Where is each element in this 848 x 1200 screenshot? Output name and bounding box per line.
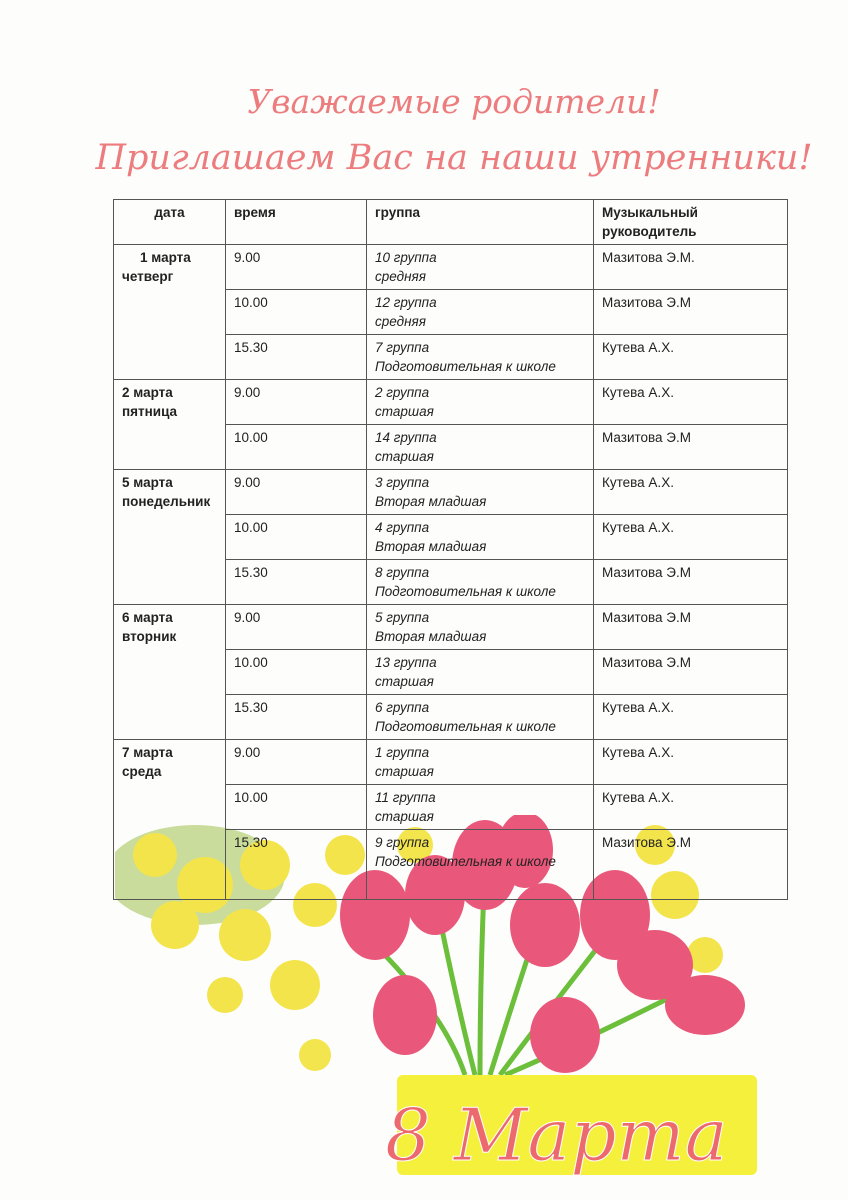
director-cell: Мазитова Э.М	[594, 560, 788, 605]
director-cell: Кутева А.Х.	[594, 335, 788, 380]
group-number: 5 группа	[375, 610, 430, 625]
table-row	[114, 605, 788, 650]
group-cell	[367, 650, 594, 695]
time-cell: 10.00	[226, 785, 367, 830]
header-group: группа	[367, 200, 594, 245]
group-number: 13 группа	[375, 655, 437, 670]
table-row	[114, 245, 788, 290]
time-cell: 9.00	[226, 380, 367, 425]
director-cell: Мазитова Э.М	[594, 425, 788, 470]
director-cell: Кутева А.Х.	[594, 695, 788, 740]
group-number: 2 группа	[375, 385, 430, 400]
director-cell: Мазитова Э.М	[594, 830, 788, 900]
group-cell	[367, 830, 594, 900]
time-cell: 9.00	[226, 470, 367, 515]
weekday-label: понедельник	[122, 494, 211, 509]
group-level: старшая	[375, 674, 434, 689]
group-number: 4 группа	[375, 520, 430, 535]
date-label: 7 марта	[122, 745, 173, 760]
time-cell: 15.30	[226, 830, 367, 900]
weekday-label: вторник	[122, 629, 177, 644]
group-cell	[367, 290, 594, 335]
director-cell: Кутева А.Х.	[594, 740, 788, 785]
group-cell	[367, 470, 594, 515]
time-cell: 10.00	[226, 515, 367, 560]
table-row	[114, 470, 788, 515]
group-number: 8 группа	[375, 565, 430, 580]
group-level: старшая	[375, 449, 434, 464]
group-number: 10 группа	[375, 250, 437, 265]
date-label: 5 марта	[122, 475, 173, 490]
group-number: 11 группа	[375, 790, 436, 805]
time-cell: 15.30	[226, 335, 367, 380]
director-cell: Кутева А.Х.	[594, 785, 788, 830]
time-cell: 15.30	[226, 695, 367, 740]
group-level: старшая	[375, 764, 434, 779]
header-director: Музыкальный руководитель	[594, 200, 788, 245]
group-level: средняя	[375, 314, 426, 329]
date-label: 1 марта	[140, 250, 191, 265]
table-row	[114, 380, 788, 425]
group-level: Вторая младшая	[375, 629, 487, 644]
invitation-title: Приглашаем Вас на наши утренники!	[95, 138, 813, 178]
director-cell: Кутева А.Х.	[594, 380, 788, 425]
header-date: дата	[114, 200, 226, 245]
table-header-row	[114, 200, 788, 245]
group-number: 1 группа	[375, 745, 430, 760]
group-cell	[367, 560, 594, 605]
time-cell: 9.00	[226, 740, 367, 785]
group-cell	[367, 740, 594, 785]
time-cell: 15.30	[226, 560, 367, 605]
group-number: 14 группа	[375, 430, 437, 445]
date-cell	[114, 605, 226, 740]
date-cell	[114, 380, 226, 470]
group-level: Вторая младшая	[375, 539, 487, 554]
group-number: 6 группа	[375, 700, 430, 715]
time-cell: 10.00	[226, 425, 367, 470]
group-level: старшая	[375, 404, 434, 419]
time-cell: 9.00	[226, 245, 367, 290]
group-number: 12 группа	[375, 295, 437, 310]
group-number: 7 группа	[375, 340, 430, 355]
weekday-label: четверг	[122, 269, 174, 284]
time-cell: 10.00	[226, 290, 367, 335]
group-level: Подготовительная к школе	[375, 584, 556, 599]
group-cell	[367, 425, 594, 470]
group-level: Вторая младшая	[375, 494, 487, 509]
date-label: 2 марта	[122, 385, 173, 400]
group-cell	[367, 335, 594, 380]
director-cell: Мазитова Э.М	[594, 290, 788, 335]
group-number: 3 группа	[375, 475, 430, 490]
director-cell: Мазитова Э.М	[594, 650, 788, 695]
group-level: Подготовительная к школе	[375, 854, 556, 869]
group-number: 9 группа	[375, 835, 430, 850]
director-cell: Кутева А.Х.	[594, 515, 788, 560]
group-level: Подготовительная к школе	[375, 359, 556, 374]
group-cell	[367, 380, 594, 425]
date-cell	[114, 470, 226, 605]
group-cell	[367, 245, 594, 290]
group-level: старшая	[375, 809, 434, 824]
group-cell	[367, 515, 594, 560]
time-cell: 10.00	[226, 650, 367, 695]
date-label: 6 марта	[122, 610, 173, 625]
group-cell	[367, 605, 594, 650]
schedule-table	[113, 199, 788, 900]
director-cell: Кутева А.Х.	[594, 470, 788, 515]
time-cell: 9.00	[226, 605, 367, 650]
group-level: Подготовительная к школе	[375, 719, 556, 734]
group-level: средняя	[375, 269, 426, 284]
director-cell: Мазитова Э.М	[594, 605, 788, 650]
card-text: 8 Марта	[385, 1093, 728, 1177]
date-cell	[114, 740, 226, 900]
group-cell	[367, 695, 594, 740]
date-cell	[114, 245, 226, 380]
header-time: время	[226, 200, 367, 245]
weekday-label: среда	[122, 764, 162, 779]
table-row	[114, 740, 788, 785]
group-cell	[367, 785, 594, 830]
greeting-title: Уважаемые родители!	[247, 82, 661, 121]
weekday-label: пятница	[122, 404, 178, 419]
director-cell: Мазитова Э.М.	[594, 245, 788, 290]
